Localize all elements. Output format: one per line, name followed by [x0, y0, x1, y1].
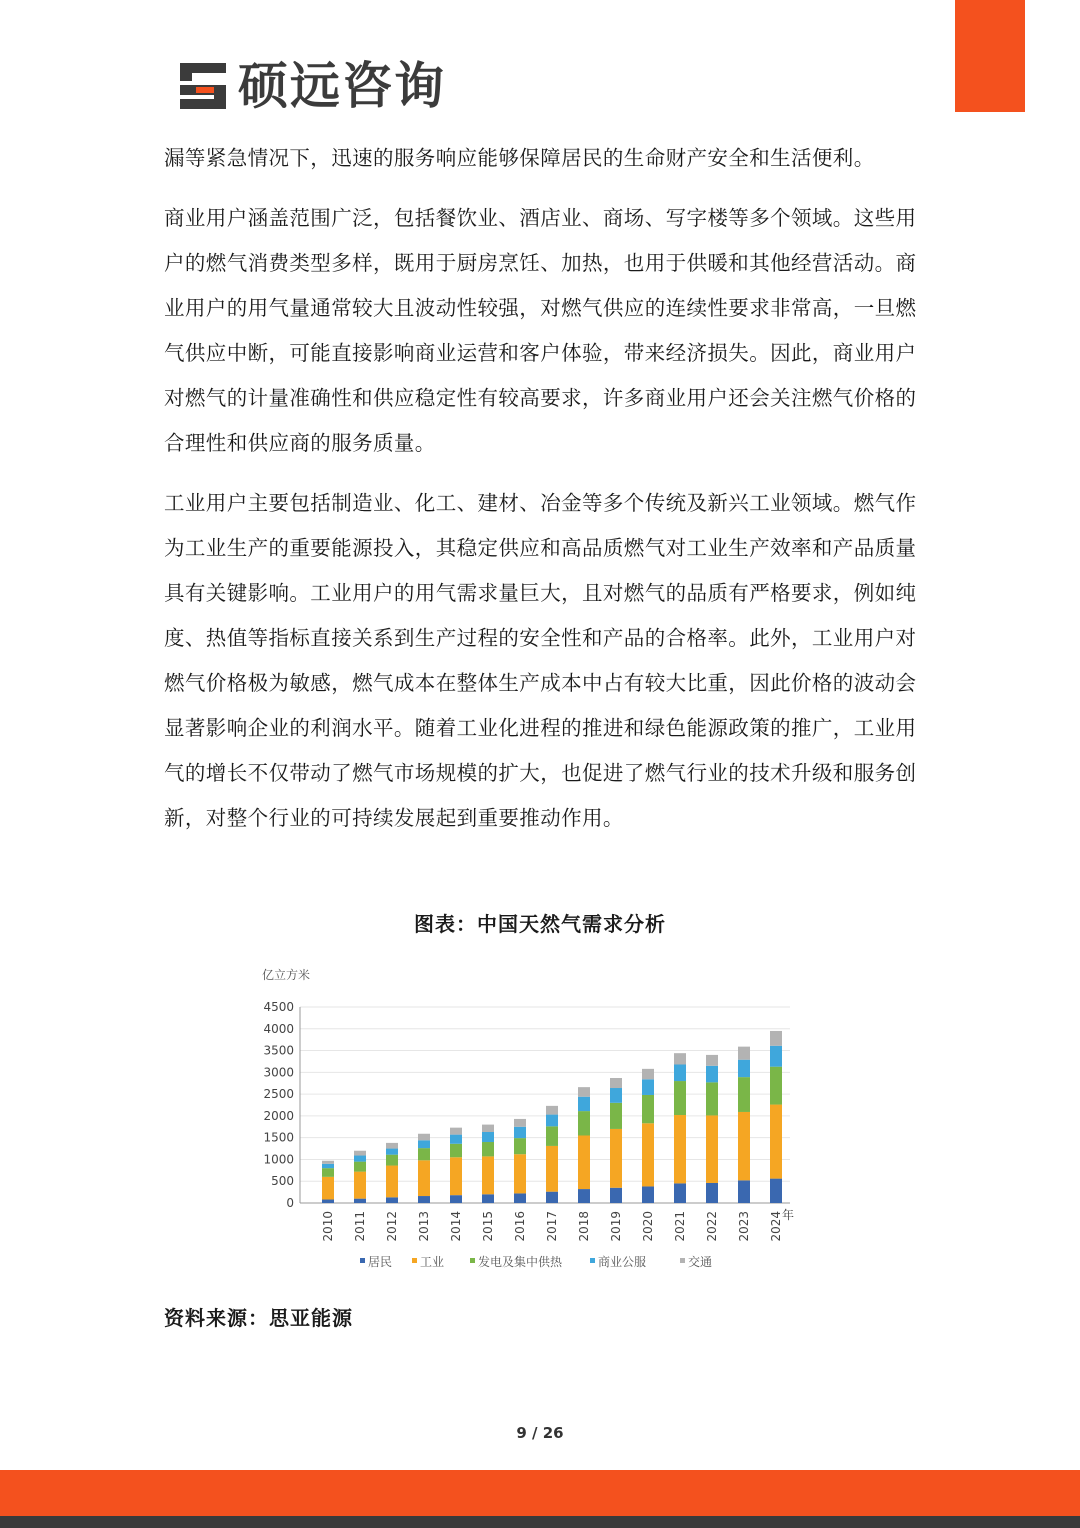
bar-segment [674, 1053, 686, 1064]
legend-swatch [412, 1258, 417, 1263]
bar-segment [546, 1106, 558, 1115]
x-tick-label: 2015 [481, 1211, 495, 1242]
x-axis-unit-label: 年 [782, 1208, 795, 1222]
y-axis-unit-label: 亿立方米 [262, 968, 311, 982]
bar-segment [610, 1078, 622, 1088]
bar-segment [514, 1138, 526, 1154]
x-tick-label: 2017 [545, 1211, 559, 1242]
bar-segment [578, 1189, 590, 1203]
bar-segment [610, 1129, 622, 1188]
y-tick-label: 2500 [263, 1087, 294, 1102]
x-tick-label: 2022 [705, 1211, 719, 1242]
x-tick-label: 2019 [609, 1211, 623, 1242]
legend-label: 商业公服 [598, 1255, 647, 1269]
bar-segment [322, 1168, 334, 1177]
bar-segment [770, 1067, 782, 1105]
bar-segment [642, 1069, 654, 1079]
bar-segment [354, 1199, 366, 1203]
bar-segment [546, 1146, 558, 1192]
paragraph-1: 漏等紧急情况下，迅速的服务响应能够保障居民的生命财产安全和生活便利。 [164, 146, 875, 170]
chart-title: 图表：中国天然气需求分析 [414, 912, 666, 936]
bar-segment [354, 1162, 366, 1172]
s-block-logo-icon [176, 59, 230, 113]
bar-segment [706, 1082, 718, 1115]
bar-segment [322, 1200, 334, 1203]
bar-segment [386, 1166, 398, 1198]
paragraph-3: 工业用户主要包括制造业、化工、建材、冶金等多个传统及新兴工业领域。燃气作为工业生产的重要能源投入，其稳定供应和高品质燃气对工业生产效率和产品质量具有关键影响。工业用户的用气需求量巨大，且对燃气的品质有严格要求，例如纯度、热值等指标直接关系到生产过程的安全性和产品的合格率。此外，工业用户对燃气价格极为敏感，燃气成本在整体生产成本中占有较大比重，因此价格的波动会显著影响企业的利润水平。随着工业化进程的推进和绿色能源政策的推广，工业用气的增长不仅带动了燃气市场规模的扩大，也促进了燃气行业的技术升级和服务创新，对整个行业的可持续发展起到重要推动作用。 [164, 491, 917, 830]
bar-segment [450, 1135, 462, 1144]
bar-segment [418, 1148, 430, 1160]
bar-segment [642, 1079, 654, 1095]
bar-segment [482, 1132, 494, 1142]
bar-segment [642, 1095, 654, 1123]
bar-segment [514, 1154, 526, 1193]
bar-segment [482, 1194, 494, 1203]
x-tick-label: 2010 [321, 1211, 335, 1242]
source-text: 资料来源：思亚能源 [164, 1306, 353, 1330]
y-tick-label: 3500 [263, 1043, 294, 1058]
bar-segment [642, 1186, 654, 1203]
corner-accent-tab [955, 0, 1025, 112]
bar-segment [674, 1183, 686, 1203]
legend-swatch [590, 1258, 595, 1263]
bar-segment [738, 1047, 750, 1060]
brand-logo [176, 58, 446, 114]
bar-segment [610, 1188, 622, 1203]
bar-segment [738, 1112, 750, 1180]
bar-segment [482, 1142, 494, 1156]
bar-segment [738, 1060, 750, 1077]
bar-segment [418, 1196, 430, 1203]
bar-segment [322, 1164, 334, 1168]
bar-segment [642, 1123, 654, 1186]
page-number: 9 / 26 [516, 1424, 564, 1442]
x-tick-label: 2024 [769, 1211, 783, 1242]
legend-swatch [680, 1258, 685, 1263]
bar-segment [738, 1180, 750, 1203]
legend-swatch [470, 1258, 475, 1263]
legend-label: 工业 [420, 1255, 445, 1269]
y-tick-label: 500 [271, 1174, 294, 1189]
bar-segment [450, 1157, 462, 1195]
bar-segment [450, 1144, 462, 1158]
chart-svg [250, 960, 810, 1290]
x-tick-label: 2021 [673, 1211, 687, 1242]
bar-segment [514, 1127, 526, 1138]
body-text [164, 136, 924, 856]
bar-segment [770, 1105, 782, 1179]
bar-segment [578, 1135, 590, 1189]
bar-segment [578, 1087, 590, 1097]
legend-label: 发电及集中供热 [478, 1255, 563, 1269]
bar-segment [514, 1193, 526, 1203]
bar-segment [770, 1031, 782, 1046]
bar-segment [546, 1126, 558, 1146]
bar-segment [546, 1115, 558, 1127]
bar-segment [610, 1088, 622, 1103]
bar-segment [514, 1119, 526, 1127]
bar-segment [354, 1172, 366, 1199]
x-tick-label: 2014 [449, 1211, 463, 1242]
bar-segment [386, 1197, 398, 1203]
bar-segment [386, 1155, 398, 1166]
bar-segment [482, 1125, 494, 1132]
x-tick-label: 2020 [641, 1211, 655, 1242]
bar-segment [386, 1149, 398, 1155]
y-tick-label: 0 [286, 1196, 294, 1210]
footer-accent-bar [0, 1470, 1080, 1516]
bar-segment [322, 1177, 334, 1200]
bar-segment [610, 1103, 622, 1129]
bar-segment [706, 1055, 718, 1066]
x-tick-label: 2016 [513, 1211, 527, 1242]
footer-dark-line [0, 1516, 1080, 1528]
x-tick-label: 2018 [577, 1211, 591, 1242]
bar-segment [674, 1115, 686, 1183]
legend-label: 居民 [368, 1255, 393, 1269]
bar-segment [706, 1115, 718, 1183]
bar-segment [546, 1192, 558, 1203]
y-tick-label: 2000 [263, 1108, 294, 1123]
bar-segment [450, 1195, 462, 1203]
bar-segment [578, 1097, 590, 1111]
bar-segment [482, 1156, 494, 1194]
x-tick-label: 2013 [417, 1211, 431, 1242]
bar-segment [674, 1064, 686, 1081]
y-tick-label: 1500 [263, 1130, 294, 1145]
bar-segment [354, 1156, 366, 1162]
y-tick-label: 4000 [263, 1021, 294, 1036]
bar-segment [578, 1111, 590, 1135]
bar-segment [738, 1077, 750, 1112]
bar-segment [770, 1046, 782, 1067]
bar-segment [418, 1134, 430, 1141]
y-tick-label: 4500 [263, 1000, 294, 1014]
bar-segment [418, 1160, 430, 1196]
bar-segment [354, 1151, 366, 1156]
brand-name: 硕远咨询 [238, 57, 446, 115]
bar-segment [706, 1066, 718, 1083]
bar-segment [450, 1128, 462, 1135]
bar-segment [770, 1179, 782, 1203]
legend-label: 交通 [688, 1255, 713, 1269]
paragraph-2: 商业用户涵盖范围广泛，包括餐饮业、酒店业、商场、写字楼等多个领域。这些用户的燃气消费类型多样，既用于厨房烹饪、加热，也用于供暖和其他经营活动。商业用户的用气量通常较大且波动性较强，对燃气供应的连续性要求非常高，一旦燃气供应中断，可能直接影响商业运营和客户体验，带来经济损失。因此，商业用户对燃气的计量准确性和供应稳定性有较高要求，许多商业用户还会关注燃气价格的合理性和供应商的服务质量。 [164, 206, 917, 455]
bar-segment [706, 1183, 718, 1203]
bar-segment [386, 1143, 398, 1149]
y-tick-label: 3000 [263, 1065, 294, 1080]
x-tick-label: 2011 [353, 1211, 367, 1242]
bar-segment [322, 1161, 334, 1164]
bar-segment [418, 1140, 430, 1148]
x-tick-label: 2023 [737, 1211, 751, 1242]
y-tick-label: 1000 [263, 1152, 294, 1167]
bar-segment [674, 1081, 686, 1115]
natural-gas-demand-chart [250, 960, 810, 1294]
legend-swatch [360, 1258, 365, 1263]
x-tick-label: 2012 [385, 1211, 399, 1242]
